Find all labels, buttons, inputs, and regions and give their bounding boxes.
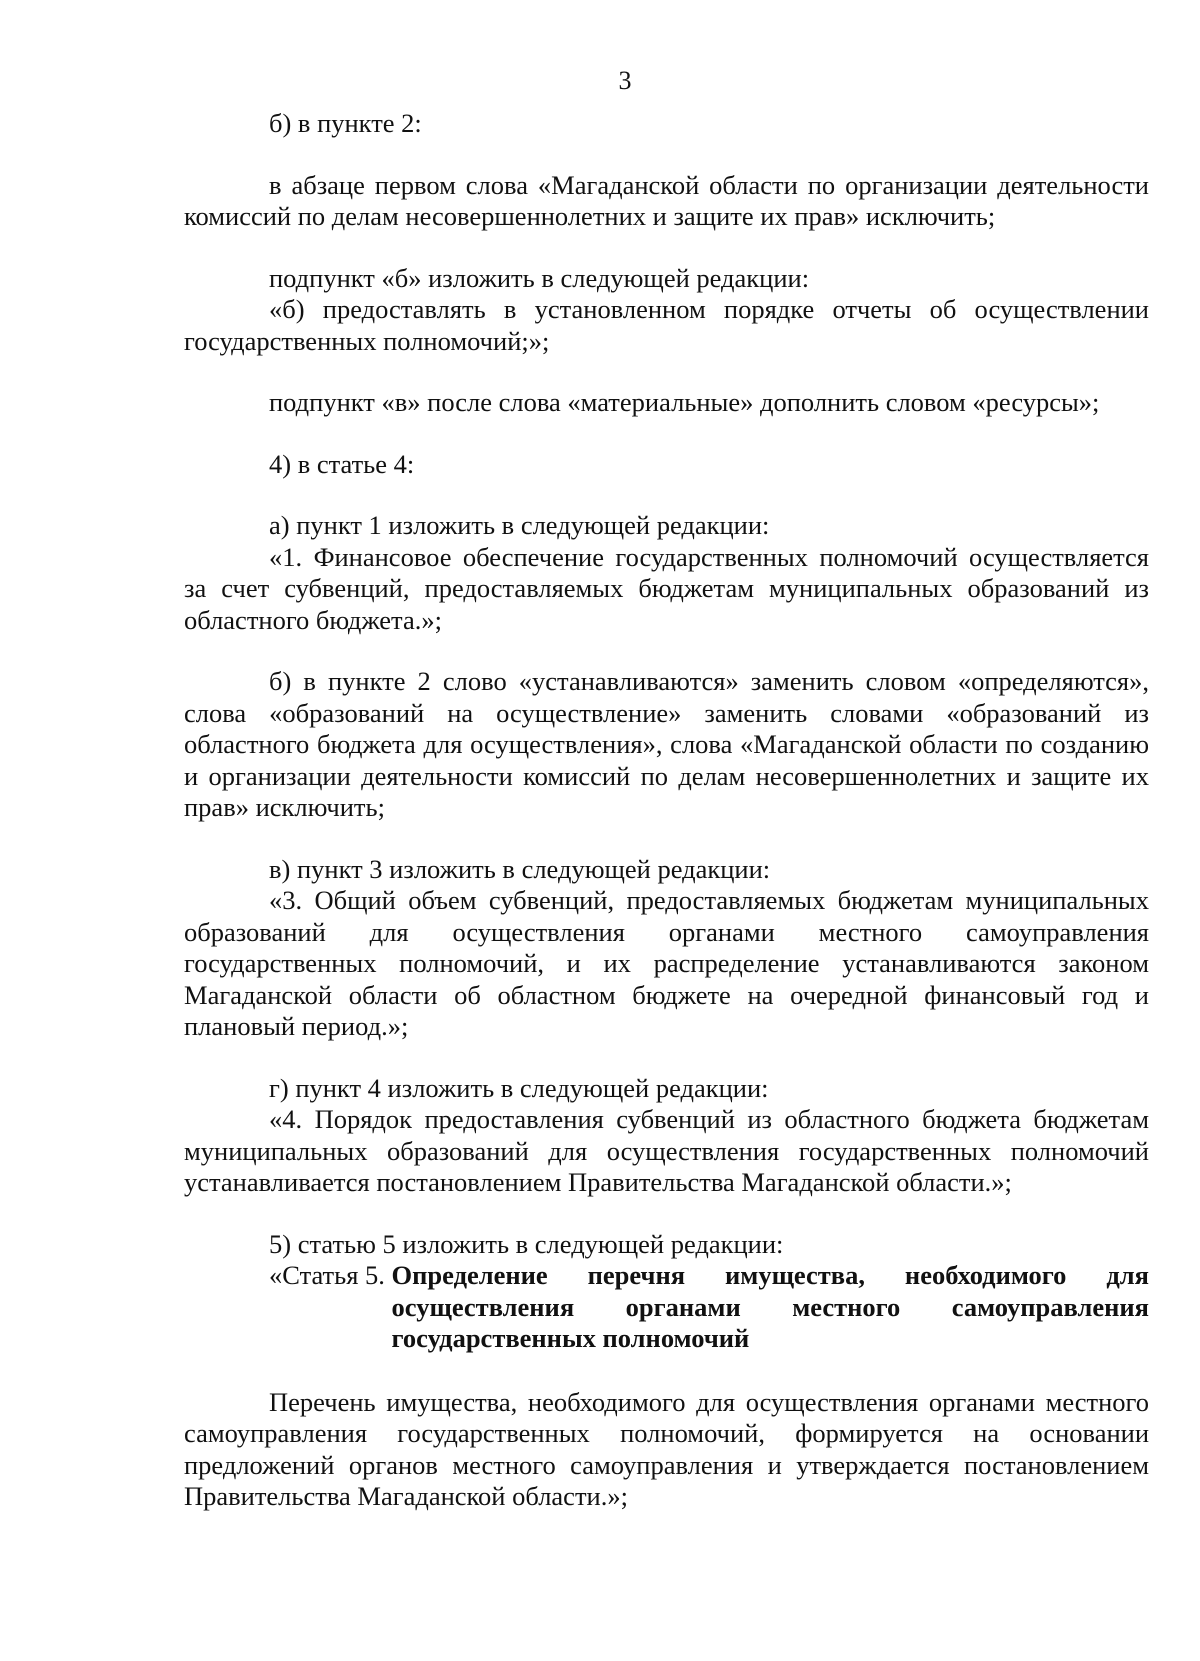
paragraph-subpoint-v: подпункт «в» после слова «материальные» дополнить словом «ресурсы»;: [269, 387, 1100, 417]
page-number: 3: [618, 66, 632, 95]
paragraph-point-4: г) пункт 4 изложить в следующей редакции:: [269, 1072, 769, 1103]
paragraph-point-1: а) пункт 1 изложить в следующей редакции:: [269, 510, 770, 540]
article-5-title: [184, 1260, 1149, 1355]
paragraph-subpoint-b-text: «б) предоставлять в установленном порядке отчеты об осуществлении государственных полномочий;»;: [184, 294, 1149, 356]
paragraph-point-3: в) пункт 3 изложить в следующей редакции:: [269, 853, 771, 884]
paragraph-point-1-text: «1. Финансовое обеспечение государственных полномочий осуществляется за счет субвенций, предоставляемых бюджетам муниципальных образований из областного бюджета.»;: [184, 541, 1149, 635]
paragraph-point-3-text: «3. Общий объем субвенций, предоставляемых бюджетам муниципальных образований для осуществления органами местного самоуправления государственных полномочий, и их распределение устанавливаются законом Магаданской области об областном бюджете на очередной финансовый год и плановый период.»;: [184, 885, 1149, 1041]
paragraph-point-4-text: «4. Порядок предоставления субвенций из областного бюджета бюджетам муниципальных образований для осуществления государственных полномочий устанавливается постановлением Правительства Магаданской области.»;: [184, 1104, 1149, 1197]
paragraph-subpoint-b: подпункт «б» изложить в следующей редакции:: [269, 262, 810, 293]
paragraph-article-4: 4) в статье 4:: [269, 448, 415, 479]
paragraph-article-5: 5) статью 5 изложить в следующей редакции:: [269, 1228, 784, 1259]
document-body: [184, 108, 1149, 1513]
paragraph-property-list: Перечень имущества, необходимого для осуществления органами местного самоуправления государственных полномочий, формируется на основании предложений органов местного самоуправления и утверждается постановлением Правительства Магаданской области.»;: [184, 1386, 1149, 1511]
paragraph-point-2: б) в пункте 2 слово «устанавливаются» заменить словом «определяются», слова «образований на осуществление» заменить словами «образований из областного бюджета для осуществления», слова «Магаданской области по созданию и организации деятельности комиссий по делам несовершеннолетних и защите их прав» исключить;: [184, 666, 1149, 822]
article-5-label: «Статья 5.: [269, 1260, 392, 1290]
paragraph-first-abzac: в абзаце первом слова «Магаданской области по организации деятельности комиссий по делам несовершеннолетних и защите их прав» исключить;: [184, 169, 1149, 231]
article-5-heading: Определение перечня имущества, необходимого для осуществления органами местного самоуправления государственных полномочий: [391, 1260, 1149, 1353]
paragraph-amend-b-point-2: б) в пункте 2:: [269, 108, 422, 138]
